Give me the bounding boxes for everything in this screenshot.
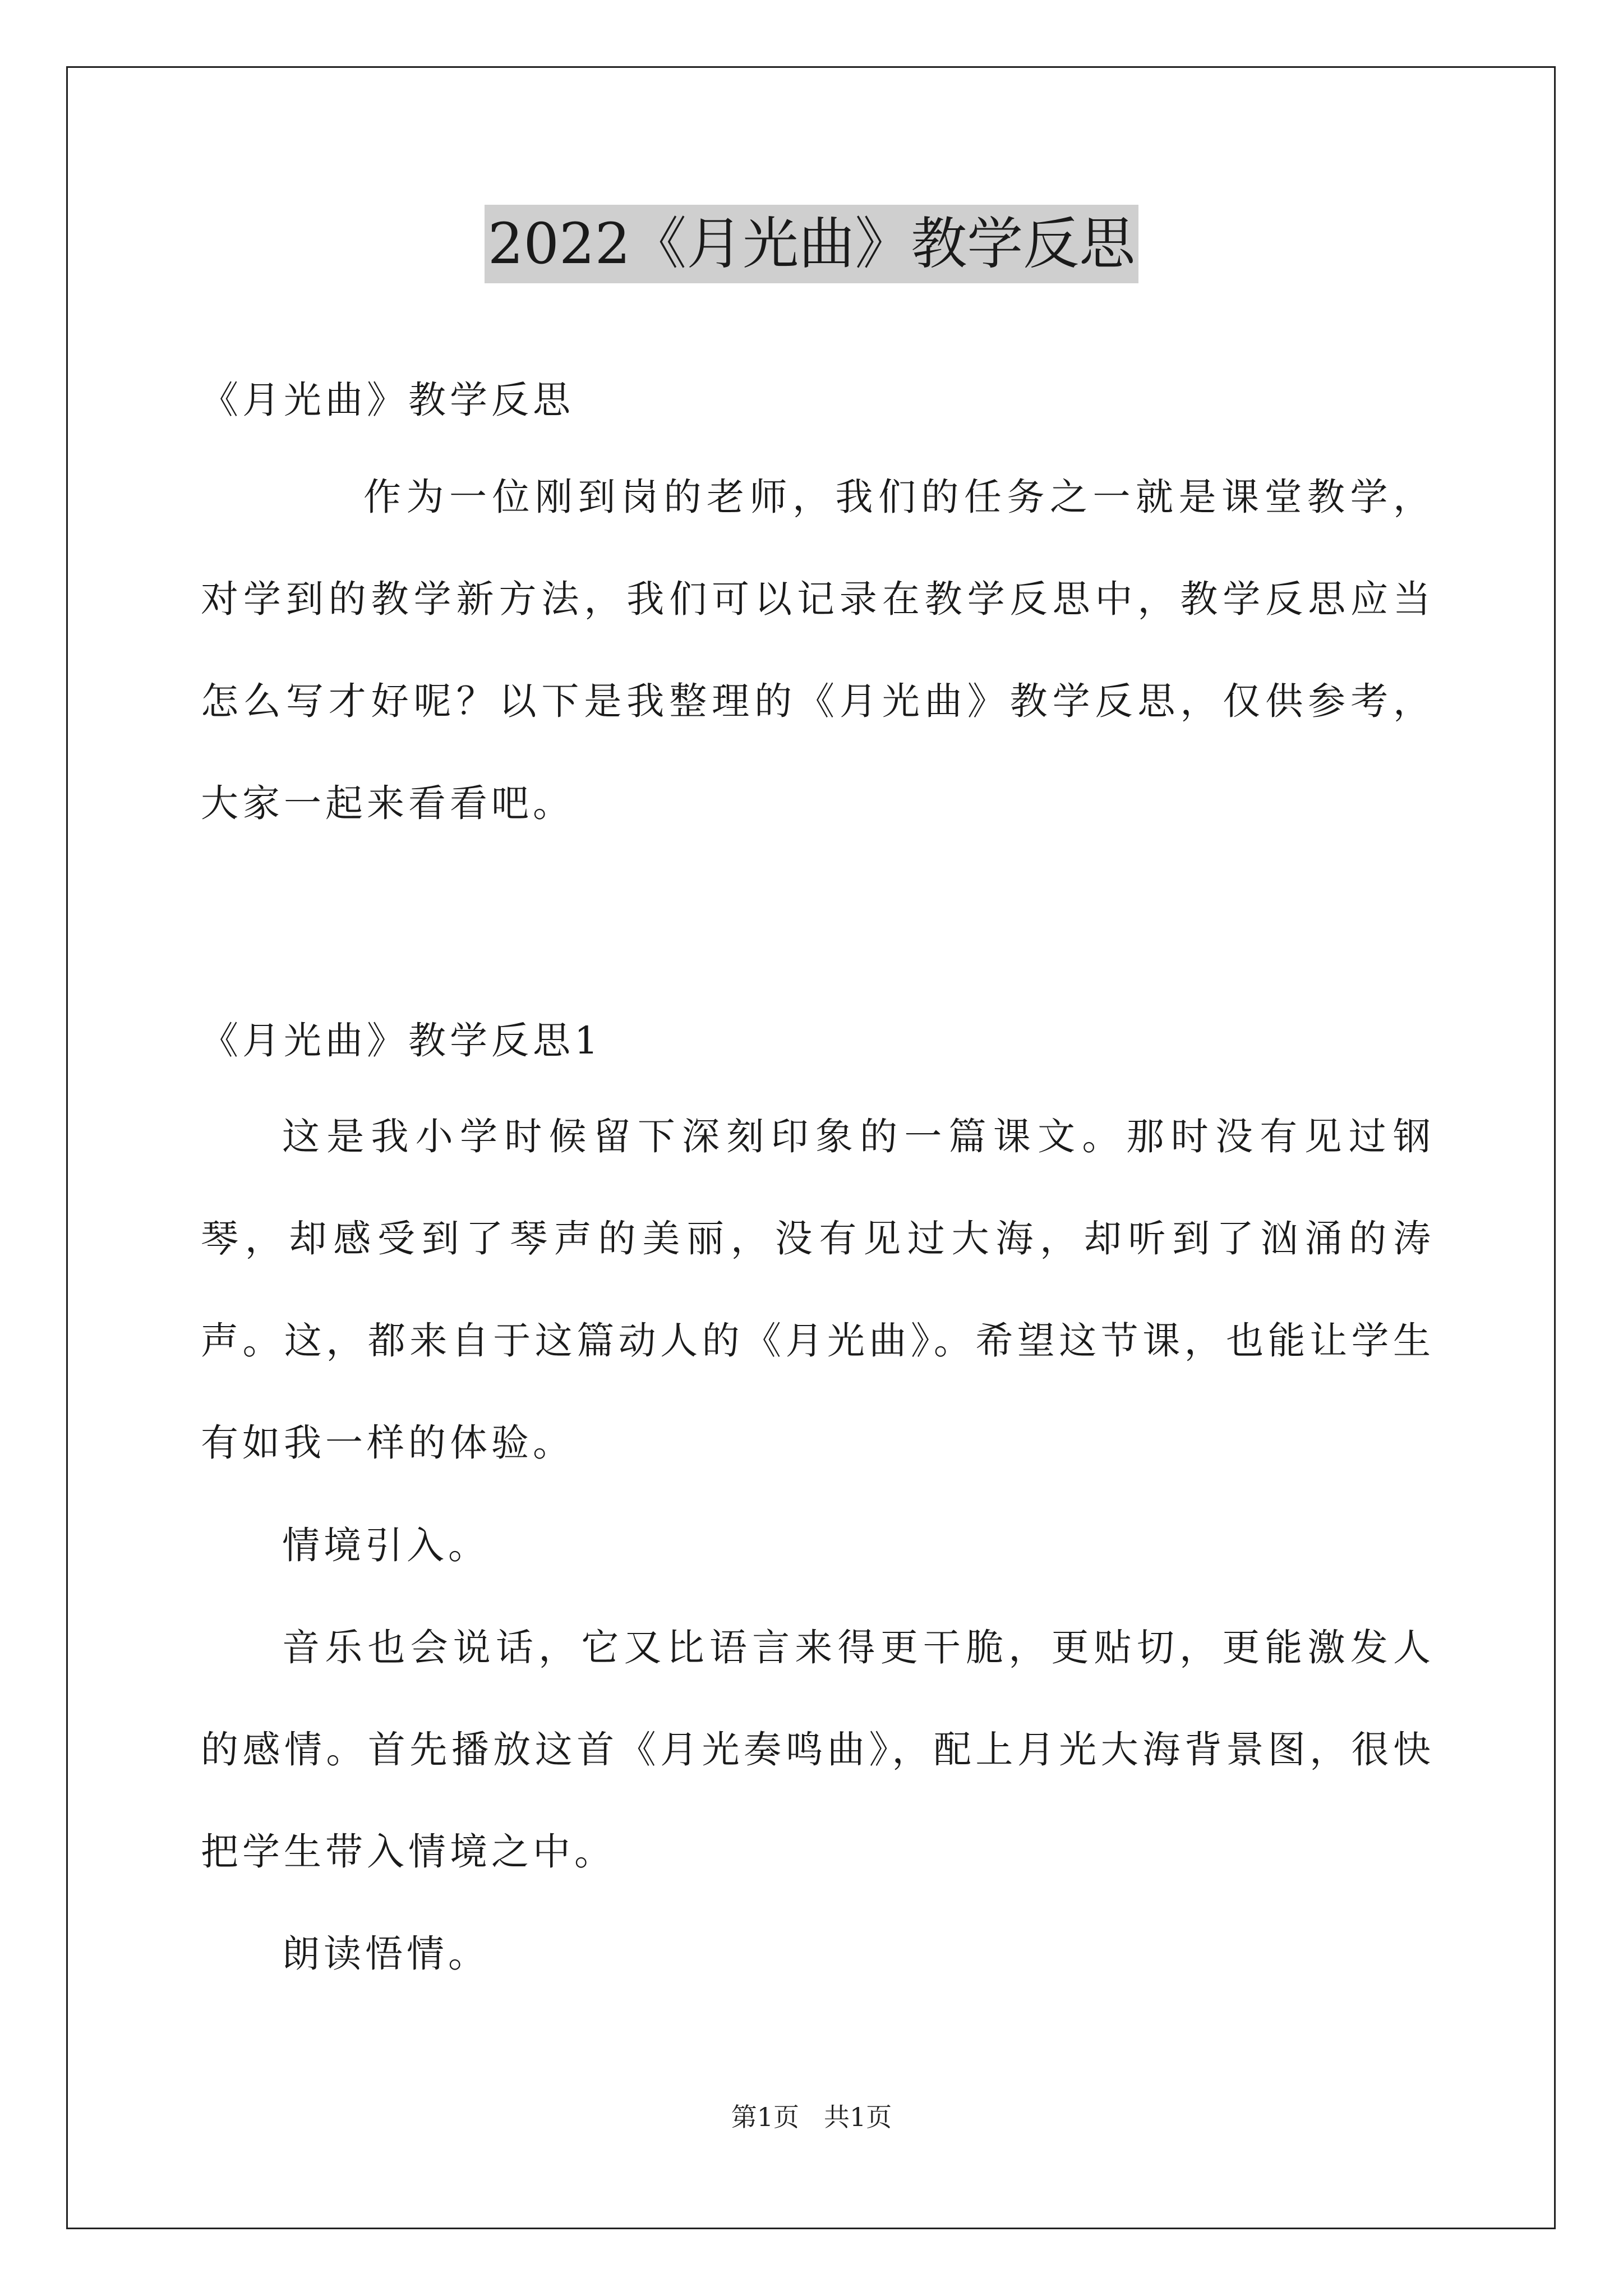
paragraph-1: 这是我小学时候留下深刻印象的一篇课文。那时没有见过钢琴，却感受到了琴声的美丽，没有见过大海，却听到了汹涌的涛声。这，都来自于这篇动人的《月光曲》。希望这节课，也能让学生有如我一样的体验。 <box>201 1115 1435 1465</box>
page-number: 第1页 <box>731 2102 799 2132</box>
subtitle: 《月光曲》教学反思 <box>201 378 574 422</box>
section-heading: 《月光曲》教学反思1 <box>201 1019 602 1062</box>
page-total: 共1页 <box>824 2102 892 2132</box>
paragraph-2: 情境引入。 <box>282 1524 490 1567</box>
title-wrap <box>0 205 1623 283</box>
page-footer <box>0 2097 1623 2134</box>
document-title: 2022《月光曲》教学反思 <box>485 205 1139 283</box>
intro-paragraph: 作为一位刚到岗的老师，我们的任务之一就是课堂教学，对学到的教学新方法，我们可以记录在教学反思中，教学反思应当怎么写才好呢？以下是我整理的《月光曲》教学反思，仅供参考，大家一起来看看吧。 <box>201 475 1435 825</box>
paragraph-4: 朗读悟情。 <box>282 1932 490 1976</box>
paragraph-3: 音乐也会说话，它又比语言来得更干脆，更贴切，更能激发人的感情。首先播放这首《月光奏鸣曲》，配上月光大海背景图，很快把学生带入情境之中。 <box>201 1626 1435 1874</box>
